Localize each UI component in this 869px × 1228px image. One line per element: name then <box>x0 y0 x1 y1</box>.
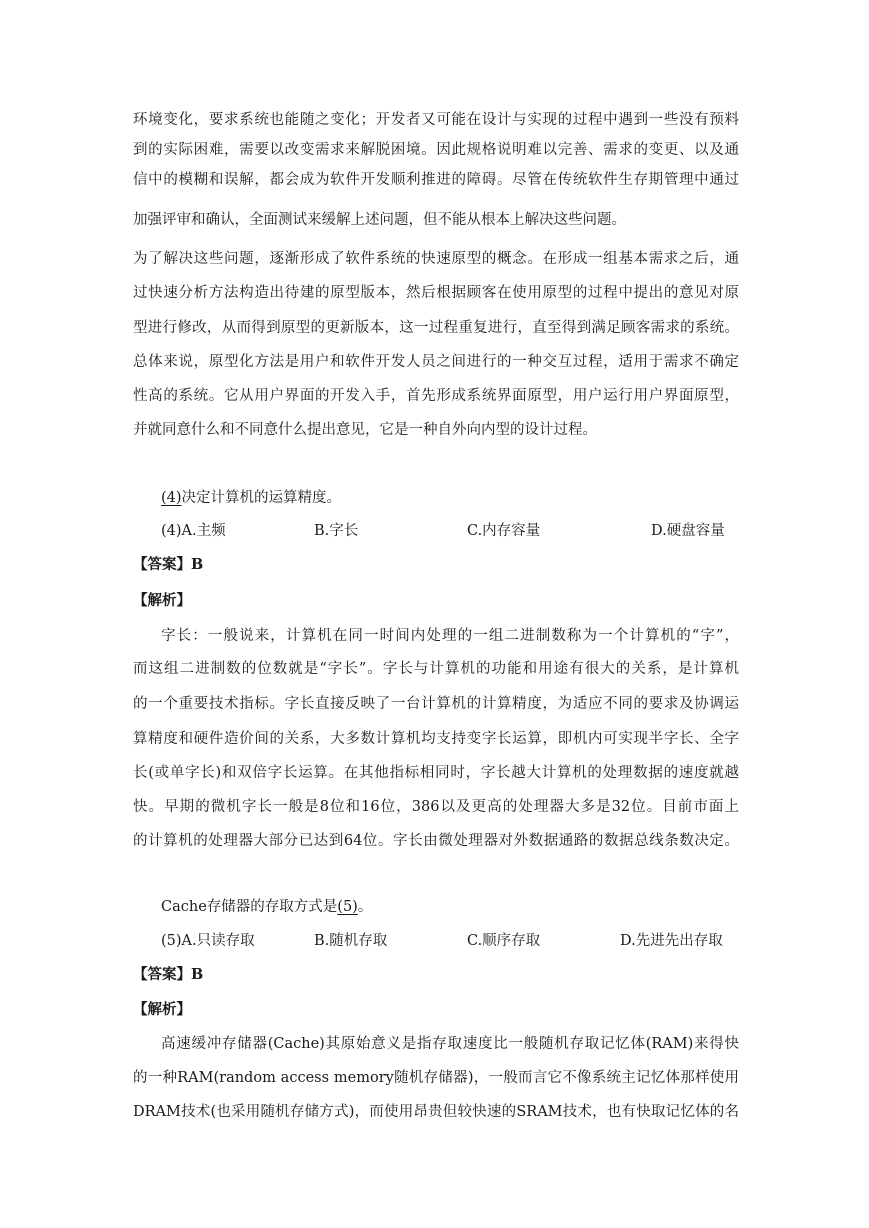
analysis-line: 快。早期的微机字长一般是8位和16位，386以及更高的处理器大多是32位。目前市面上 <box>133 799 739 815</box>
question-4-stem <box>161 488 739 510</box>
question-5-answer <box>133 965 739 987</box>
text-line: 并就同意什么和不同意什么提出意见，它是一种自外向内型的设计过程。 <box>133 422 597 438</box>
analysis-line: 的一个重要技术指标。字长直接反映了一台计算机的计算精度，为适应不同的要求及协调运 <box>133 696 739 712</box>
question-4-answer <box>133 555 739 577</box>
question-4-option-a: (4)A.主频 <box>161 523 226 539</box>
analysis-line: 字长：一般说来，计算机在同一时间内处理的一组二进制数称为一个计算机的“字”， <box>161 628 739 644</box>
analysis-line: 算精度和硬件造价间的关系，大多数计算机均支持变字长运算，即机内可实现半字长、全字 <box>133 731 739 747</box>
question-4-blank: (4) <box>161 490 182 506</box>
analysis-line: 的一种RAM(random access memory随机存储器)，一般而言它不像系统主记忆体那样使用 <box>133 1070 739 1086</box>
question-5-option-a: (5)A.只读存取 <box>161 933 255 949</box>
question-4-option-d: D.硬盘容量 <box>651 523 725 539</box>
question-4-text: 决定计算机的运算精度。 <box>181 490 342 506</box>
question-5-option-d: D.先进先出存取 <box>620 933 723 949</box>
analysis-line: DRAM技术(也采用随机存储方式)，而使用昂贵但较快速的SRAM技术，也有快取记忆体的名 <box>133 1104 739 1120</box>
question-5-blank: (5) <box>337 899 358 915</box>
text-line: 性高的系统。它从用户界面的开发入手，首先形成系统界面原型，用户运行用户界面原型， <box>133 388 739 404</box>
text-line: 到的实际困难，需要以改变需求来解脱困境。因此规格说明难以完善、需求的变更、以及通 <box>133 142 739 158</box>
analysis-line: 的计算机的处理器大部分已达到64位。字长由微处理器对外数据通路的数据总线条数决定。 <box>133 833 739 849</box>
text-line: 型进行修改，从而得到原型的更新版本，这一过程重复进行，直至得到满足顾客需求的系统。 <box>133 320 739 336</box>
text-line: 环境变化，要求系统也能随之变化；开发者又可能在设计与实现的过程中遇到一些没有预料 <box>133 112 739 128</box>
text-line: 信中的模糊和误解，都会成为软件开发顺利推进的障碍。尽管在传统软件生存期管理中通过 <box>133 172 739 188</box>
answer-label: 【答案】 <box>133 966 191 983</box>
question-4-analysis-label: 【解析】 <box>133 592 191 609</box>
text-line: 加强评审和确认，全面测试来缓解上述问题，但不能从根本上解决这些问题。 <box>133 212 626 228</box>
analysis-line: 高速缓冲存储器(Cache)其原始意义是指存取速度比一般随机存取记忆体(RAM)来得快 <box>161 1036 739 1052</box>
question-5-stem <box>161 897 739 919</box>
question-4-option-c: C.内存容量 <box>467 523 541 539</box>
question-4-option-b: B.字长 <box>314 523 359 539</box>
question-5-text: Cache存储器的存取方式是 <box>161 899 338 915</box>
analysis-line: 长(或单字长)和双倍字长运算。在其他指标相同时，字长越大计算机的处理数据的速度就越 <box>133 765 739 781</box>
answer-value: B <box>191 556 204 573</box>
answer-label: 【答案】 <box>133 556 191 573</box>
question-5-option-b: B.随机存取 <box>314 933 388 949</box>
question-5-analysis-label: 【解析】 <box>133 1001 191 1018</box>
text-line: 为了解决这些问题，逐渐形成了软件系统的快速原型的概念。在形成一组基本需求之后，通 <box>133 251 739 267</box>
analysis-line: 而这组二进制数的位数就是“字长”。字长与计算机的功能和用途有很大的关系，是计算机 <box>133 661 739 677</box>
question-5-option-c: C.顺序存取 <box>467 933 541 949</box>
text-line: 总体来说，原型化方法是用户和软件开发人员之间进行的一种交互过程，适用于需求不确定 <box>133 354 739 370</box>
answer-value: B <box>191 966 204 983</box>
question-5-text-end: 。 <box>357 899 373 915</box>
text-line: 过快速分析方法构造出待建的原型版本，然后根据顾客在使用原型的过程中提出的意见对原 <box>133 285 739 301</box>
